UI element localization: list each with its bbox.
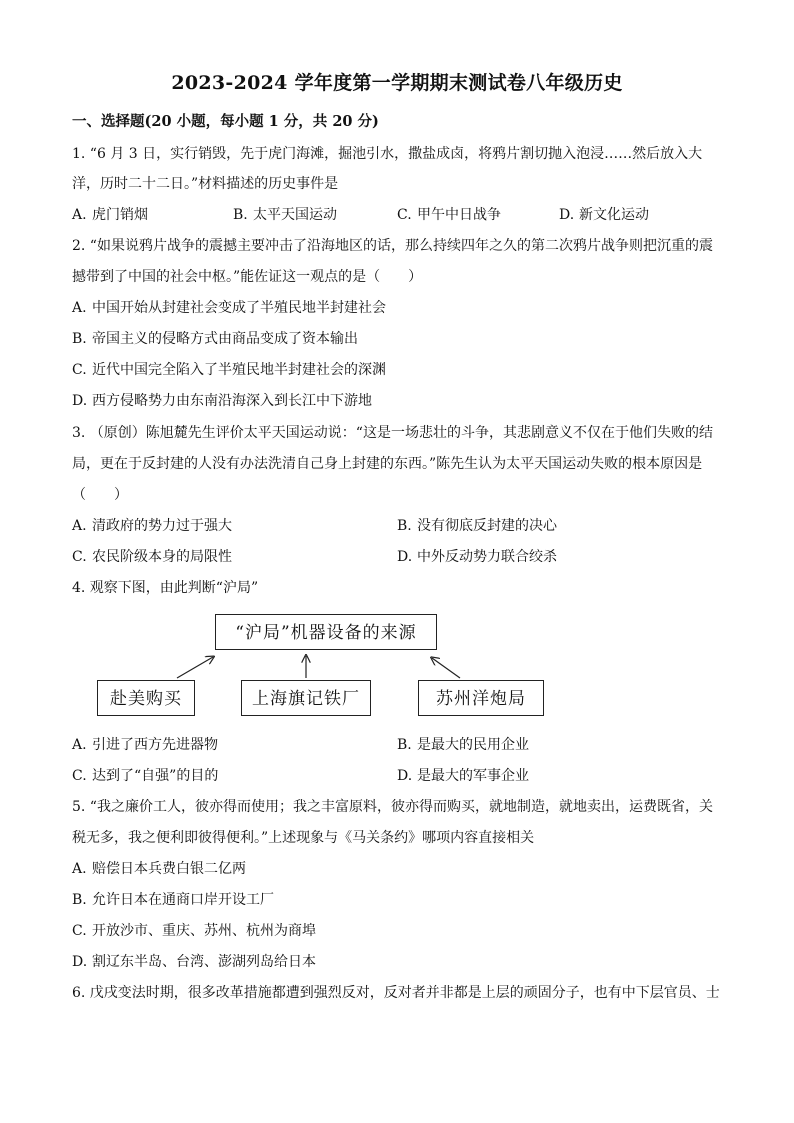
option-letter: B. <box>397 737 412 753</box>
option-letter: A. <box>72 861 87 877</box>
q3-stem-line1: 3. （原创）陈旭麓先生评价太平天国运动说：“这是一场悲壮的斗争，其悲剧意义不仅在于他们失败的结 <box>72 425 713 441</box>
section-heading: 一、选择题(20 小题，每小题 1 分，共 20 分) <box>72 113 379 130</box>
option-text: 开放沙市、重庆、苏州、杭州为商埠 <box>92 923 316 939</box>
option-text: 达到了“自强”的目的 <box>92 768 219 784</box>
option-letter: D. <box>72 954 88 970</box>
option-letter: D. <box>559 207 575 223</box>
option-letter: A. <box>72 207 87 223</box>
page-title: 2023-2024 学年度第一学期期末测试卷八年级历史 <box>171 72 623 94</box>
option-letter: D. <box>397 768 413 784</box>
option-letter: B. <box>233 207 248 223</box>
option-text: 是最大的民用企业 <box>417 737 529 753</box>
q3-option-b[interactable] <box>397 515 557 535</box>
q5-stem-line1: 5. “我之廉价工人，彼亦得而使用；我之丰富原料，彼亦得而购买，就地制造，就地卖出，运费既省，关 <box>72 799 713 815</box>
option-letter: A. <box>72 518 87 534</box>
option-text: 清政府的势力过于强大 <box>92 518 232 534</box>
option-text: 没有彻底反封建的决心 <box>417 518 557 534</box>
q3-stem-line2: 局，更在于反封建的人没有办法洗清自己身上封建的东西。”陈先生认为太平天国运动失败的根本原因是 <box>72 456 703 472</box>
option-text: 引进了西方先进器物 <box>92 737 218 753</box>
diagram-box-right: 苏州洋炮局 <box>418 680 544 716</box>
q2-stem-line2: 撼带到了中国的社会中枢。”能佐证这一观点的是（ ） <box>72 269 423 285</box>
q3-option-a[interactable] <box>72 515 232 535</box>
q1-option-d[interactable] <box>559 204 649 224</box>
option-letter: C. <box>72 768 87 784</box>
option-letter: D. <box>397 549 413 565</box>
q3-option-c[interactable] <box>72 546 232 566</box>
option-letter: A. <box>72 300 87 316</box>
option-text: 近代中国完全陷入了半殖民地半封建社会的深渊 <box>92 362 386 378</box>
q2-option-b[interactable] <box>72 328 358 348</box>
option-letter: C. <box>72 923 87 939</box>
q2-option-c[interactable] <box>72 359 386 379</box>
option-text: 中国开始从封建社会变成了半殖民地半封建社会 <box>92 300 386 316</box>
option-text: 农民阶级本身的局限性 <box>92 549 232 565</box>
q3-option-d[interactable] <box>397 546 557 566</box>
q4-stem-line1: 4. 观察下图，由此判断“沪局” <box>72 580 259 596</box>
option-letter: C. <box>397 207 412 223</box>
diagram-box-top: “沪局”机器设备的来源 <box>215 614 437 650</box>
q3-stem-line3: （ ） <box>72 487 128 503</box>
option-text: 赔偿日本兵费白银二亿两 <box>92 861 246 877</box>
diagram-box-left: 赴美购买 <box>97 680 195 716</box>
q4-option-d[interactable] <box>397 765 529 785</box>
option-text: 西方侵略势力由东南沿海深入到长江中下游地 <box>92 393 372 409</box>
option-text: 新文化运动 <box>579 207 649 223</box>
option-text: 甲午中日战争 <box>417 207 501 223</box>
diagram-arrows <box>95 612 505 722</box>
q1-stem-line2: 洋，历时二十二日。”材料描述的历史事件是 <box>72 176 339 192</box>
arrow-right <box>432 658 460 678</box>
q6-stem-line1: 6. 戊戌变法时期，很多改革措施都遭到强烈反对，反对者并非都是上层的顽固分子，也有中下层官员、士 <box>72 985 720 1001</box>
option-letter: B. <box>397 518 412 534</box>
option-letter: D. <box>72 393 88 409</box>
q5-option-a[interactable] <box>72 858 246 878</box>
q5-stem-line2: 税无多，我之便利即彼得便利。”上述现象与《马关条约》哪项内容直接相关 <box>72 830 535 846</box>
q4-option-b[interactable] <box>397 734 529 754</box>
option-letter: C. <box>72 549 87 565</box>
q4-source-diagram <box>95 612 526 722</box>
option-letter: B. <box>72 331 87 347</box>
q1-option-b[interactable] <box>233 204 337 224</box>
option-text: 太平天国运动 <box>253 207 337 223</box>
option-text: 割辽东半岛、台湾、澎湖列岛给日本 <box>92 954 316 970</box>
q5-option-c[interactable] <box>72 920 316 940</box>
diagram-box-middle: 上海旗记铁厂 <box>241 680 371 716</box>
option-letter: A. <box>72 737 87 753</box>
q1-stem-line1: 1. “6 月 3 日，实行销毁，先于虎门海滩，掘池引水，撒盐成卤，将鸦片割切抛入泡浸……然后放入大 <box>72 146 703 162</box>
q5-option-b[interactable] <box>72 889 274 909</box>
option-text: 帝国主义的侵略方式由商品变成了资本输出 <box>92 331 358 347</box>
arrow-left <box>177 657 213 678</box>
q1-option-a[interactable] <box>72 204 148 224</box>
q1-option-c[interactable] <box>397 204 501 224</box>
option-letter: C. <box>72 362 87 378</box>
option-text: 是最大的军事企业 <box>417 768 529 784</box>
q2-option-a[interactable] <box>72 297 386 317</box>
q5-option-d[interactable] <box>72 951 316 971</box>
option-text: 中外反动势力联合绞杀 <box>417 549 557 565</box>
q4-option-a[interactable] <box>72 734 218 754</box>
option-text: 虎门销烟 <box>92 207 148 223</box>
q2-stem-line1: 2. “如果说鸦片战争的震撼主要冲击了沿海地区的话，那么持续四年之久的第二次鸦片战争则把沉重的震 <box>72 238 713 254</box>
option-letter: B. <box>72 892 87 908</box>
q4-option-c[interactable] <box>72 765 218 785</box>
option-text: 允许日本在通商口岸开设工厂 <box>92 892 274 908</box>
q2-option-d[interactable] <box>72 390 372 410</box>
